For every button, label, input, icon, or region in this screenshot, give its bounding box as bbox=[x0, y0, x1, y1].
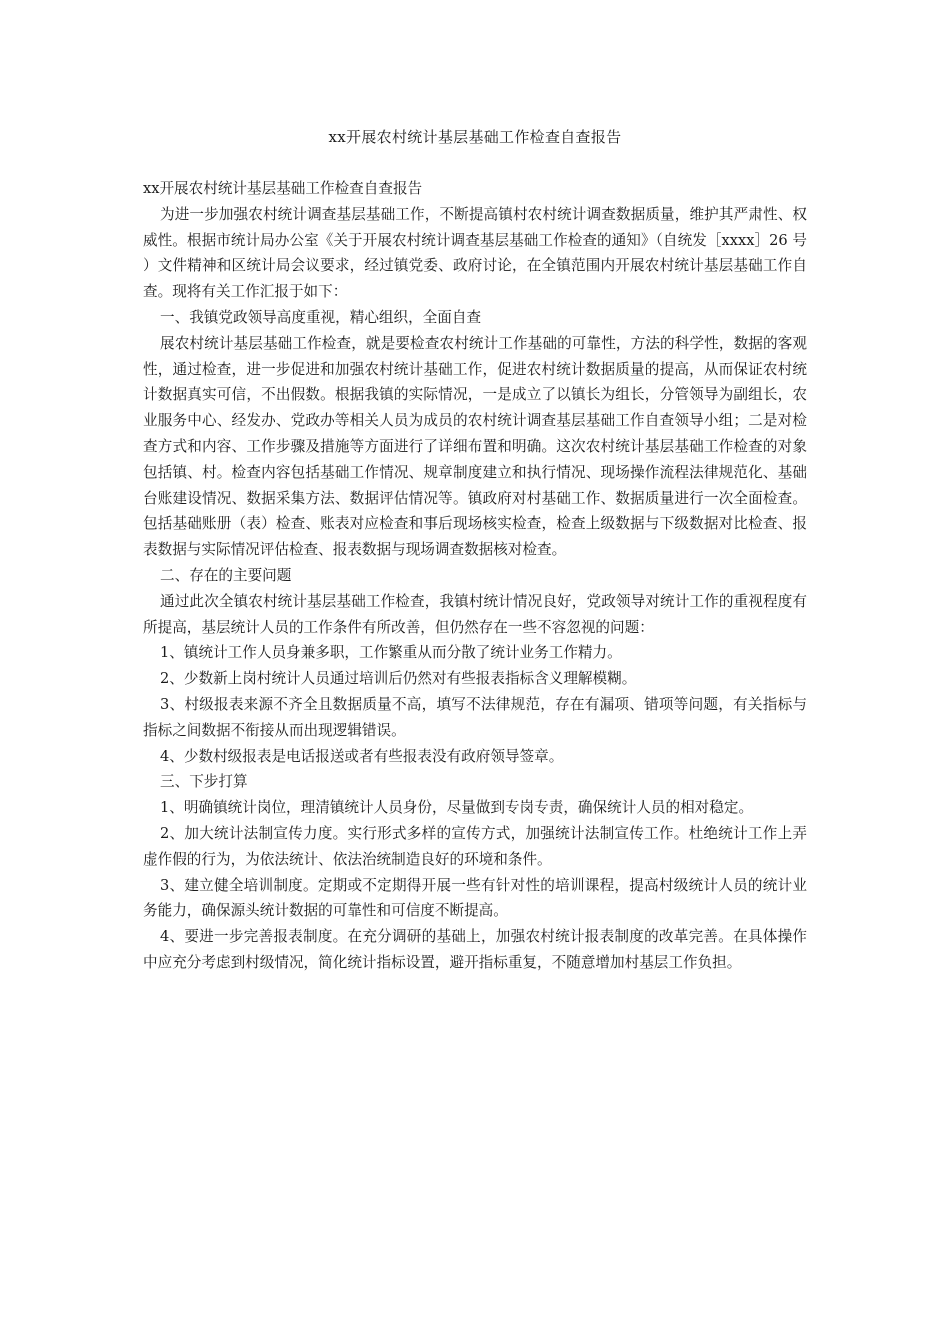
section-heading-1: 一、我镇党政领导高度重视，精心组织，全面自查 bbox=[160, 308, 482, 326]
section-1-paragraph: 展农村统计基层基础工作检查，就是要检查农村统计工作基础的可靠性，方法的科学性，数据的客观性，通过检查，进一步促进和加强农村统计基础工作，促进农村统计数据质量的提高，从而保证农村统计数据真实可信，不出假数。根据我镇的实际情况，一是成立了以镇长为组长，分管领导为副组长，农业服务中心、经发办、党政办等相关人员为成员的农村统计调查基层基础工作自查领导小组；二是对检查方式和内容、工作步骤及措施等方面进行了详细布置和明确。这次农村统计基层基础工作检查的对象包括镇、村。检查内容包括基础工作情况、规章制度建立和执行情况、现场操作流程法律规范化、基础台账建设情况、数据采集方法、数据评估情况等。镇政府对村基础工作、数据质量进行一次全面检查。包括基础账册（表）检查、账表对应检查和事后现场核实检查，检查上级数据与下级数据对比检查、报表数据与实际情况评估检查、报表数据与现场调查数据核对检查。 bbox=[143, 334, 807, 559]
problem-item-2: 2、少数新上岗村统计人员通过培训后仍然对有些报表指标含义理解模糊。 bbox=[160, 670, 637, 688]
document-body bbox=[143, 176, 807, 976]
plan-item-4: 4、要进一步完善报表制度。在充分调研的基础上，加强农村统计报表制度的改革完善。在具体操作中应充分考虑到村级情况，简化统计指标设置，避开指标重复，不随意增加村基层工作负担。 bbox=[143, 928, 807, 971]
plan-item-3: 3、建立健全培训制度。定期或不定期得开展一些有针对性的培训课程，提高村级统计人员的统计业务能力，确保源头统计数据的可靠性和可信度不断提高。 bbox=[143, 876, 807, 920]
plan-item-1: 1、明确镇统计岗位，理清镇统计人员身份，尽量做到专岗专责，确保统计人员的相对稳定。 bbox=[160, 799, 754, 817]
problem-item-3: 3、村级报表来源不齐全且数据质量不高，填写不法律规范，存在有漏项、错项等问题，有关指标与指标之间数据不衔接从而出现逻辑错误。 bbox=[143, 695, 807, 739]
section-2-paragraph: 通过此次全镇农村统计基层基础工作检查，我镇村统计情况良好，党政领导对统计工作的重视程度有所提高，基层统计人员的工作条件有所改善，但仍然存在一些不容忽视的问题： bbox=[143, 592, 807, 636]
intro-paragraph: 为进一步加强农村统计调查基层基础工作，不断提高镇村农村统计调查数据质量，维护其严肃性、权威性。根据市统计局办公室《关于开展农村统计调查基层基础工作检查的通知》（自统发［xxxx］26 号）文件精神和区统计局会议要求，经过镇党委、政府讨论，在全镇范围内开展农村统计基层基础工作自查。现将有关工作汇报于如下： bbox=[143, 205, 807, 301]
section-heading-2: 二、存在的主要问题 bbox=[160, 566, 292, 584]
subtitle-paragraph: xx开展农村统计基层基础工作检查自查报告 bbox=[143, 180, 423, 197]
problem-item-4: 4、少数村级报表是电话报送或者有些报表没有政府领导签章。 bbox=[160, 747, 564, 765]
document-title: xx开展农村统计基层基础工作检查自查报告 bbox=[328, 128, 622, 146]
problem-item-1: 1、镇统计工作人员身兼多职，工作繁重从而分散了统计业务工作精力。 bbox=[160, 644, 622, 662]
section-heading-3: 三、下步打算 bbox=[160, 773, 248, 791]
plan-item-2: 2、加大统计法制宣传力度。实行形式多样的宣传方式，加强统计法制宣传工作。杜绝统计工作上弄虚作假的行为，为依法统计、依法治统制造良好的环境和条件。 bbox=[143, 824, 807, 868]
